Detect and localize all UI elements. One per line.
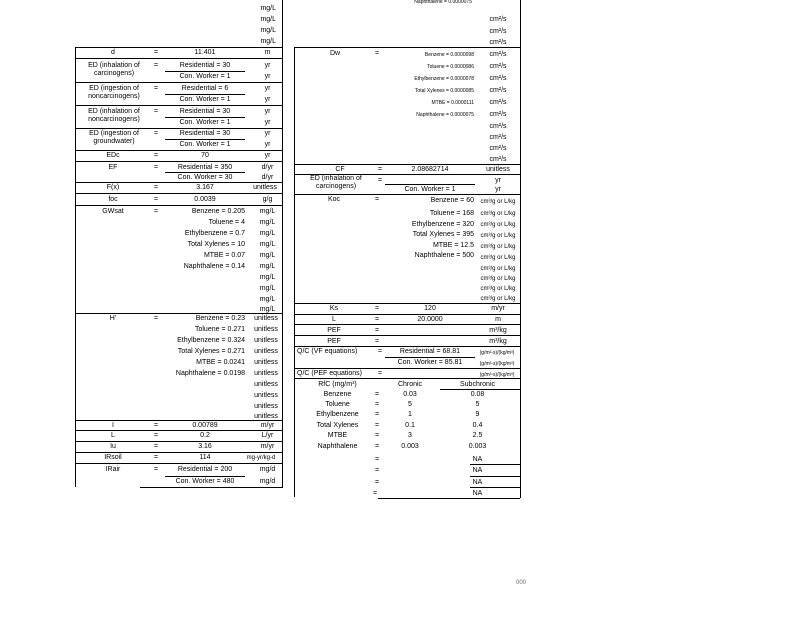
koc-row: MTBE = 12.5 (432, 242, 474, 249)
unit-cell: yr (264, 62, 271, 69)
unit-cell: yr (264, 130, 271, 137)
dw-row: MTBE = 0.0000111 (431, 100, 474, 106)
unit-cell: cm³/g or L/kg (480, 211, 516, 217)
unit-cell: g/g (262, 196, 273, 203)
rfc-name: Ethylbenzene (316, 411, 359, 418)
unit-cell: yr (495, 186, 501, 193)
rfc-name: Benzene (323, 391, 352, 398)
unit-cell: unitless (254, 359, 278, 366)
gw-row: Benzene = 0.205 (191, 208, 245, 215)
rfc-subchronic: 9 (475, 411, 480, 418)
unit-cell: yr (264, 96, 271, 103)
equals-sign: = (377, 177, 383, 184)
value-ks: 120 (424, 305, 436, 312)
unit-cell: yr (264, 73, 271, 80)
unit-cell: cm²/s (489, 39, 507, 46)
unit-cell: mg-yr/kg-d (246, 455, 276, 461)
equals-sign: = (153, 49, 159, 56)
henry-row: Naphthalene = 0.0198 (175, 370, 245, 377)
param-ed-cancer: EDc (106, 152, 120, 159)
unit-cell: unitless (254, 326, 278, 333)
unit-cell: cm³/g or L/kg (480, 266, 516, 272)
rfc-chronic: 3 (408, 432, 412, 439)
unit-cell: cm²/s (489, 16, 507, 23)
value-residential: Residential = 30 (179, 62, 231, 69)
unit-cell: m³/kg (489, 338, 507, 345)
unit-cell: cm³/g or L/kg (480, 244, 516, 250)
param-ir-air: IRair (105, 466, 121, 473)
param-l: L (332, 316, 336, 323)
param-ed-inhalation-noncarcinogens: ED (inhalation of noncarcinogens) (88, 108, 140, 123)
equals-sign: = (374, 401, 380, 408)
param-ir-soil: IRsoil (104, 454, 122, 461)
param-ed-inhalation-carcinogens: ED (inhalation of carcinogens) (310, 175, 362, 190)
unit-cell: m/yr (260, 422, 275, 429)
page-mark: 000 (516, 580, 527, 586)
value-con-worker: Con. Worker = 85.81 (397, 359, 463, 366)
unit-cell: cm³/g or L/kg (480, 222, 516, 228)
equals-sign: = (374, 479, 380, 486)
unit-cell: unitless (254, 413, 278, 420)
equals-sign: = (153, 164, 159, 171)
unit-cell: mg/L (259, 252, 276, 259)
equals-sign: = (153, 315, 159, 322)
value-residential: Residential = 30 (179, 130, 231, 137)
unit-cell: mg/L (259, 219, 276, 226)
unit-cell: mg/L (259, 274, 276, 281)
unit-cell: unitless (254, 381, 278, 388)
param-d: d (111, 49, 115, 56)
value-foc: 0.0039 (194, 196, 216, 203)
unit-cell: d/yr (261, 174, 274, 181)
equals-sign: = (374, 456, 380, 463)
unit-cell: unitless (254, 392, 278, 399)
unit-cell: mg/L (259, 263, 276, 270)
dw-row: Naphthalene = 0.0000075 (416, 112, 474, 118)
equals-sign: = (153, 62, 159, 69)
unit-cell: m (495, 316, 501, 323)
value-con-worker: Con. Worker = 30 (177, 174, 233, 181)
henry-row: Toluene = 0.271 (194, 326, 245, 333)
value-residential: Residential = 68.81 (399, 348, 461, 355)
rfc-subchronic: NA (472, 490, 483, 497)
value-con-worker: Con. Worker = 1 (179, 119, 231, 126)
unit-cell: d/yr (261, 164, 274, 171)
unit-cell: m/yr (260, 443, 275, 450)
henry-row: Benzene = 0.23 (195, 315, 245, 322)
equals-sign: = (377, 348, 383, 355)
koc-row: Ethylbenzene = 320 (411, 221, 474, 228)
unit-cell: cm³/g or L/kg (480, 199, 516, 205)
param-gwsat: GWsat (102, 208, 124, 215)
param-ed-ingestion-groundwater: ED (ingestion of groundwater) (89, 130, 139, 145)
unit-cell: cm²/s (489, 156, 507, 163)
rfc-subchronic: 2.5 (472, 432, 483, 439)
unit-cell: unitless (254, 403, 278, 410)
equals-sign: = (153, 432, 159, 439)
unit-cell: cm²/s (489, 111, 507, 118)
equals-sign: = (374, 316, 380, 323)
value-l: 0.2 (200, 432, 210, 439)
unit-cell: m/yr (491, 305, 505, 312)
value-con-worker: Con. Worker = 1 (179, 96, 231, 103)
unit-cell: unitless (254, 348, 278, 355)
value-ir-soil: 114 (199, 454, 211, 461)
unit-cell: yr (264, 108, 271, 115)
unit-cell: cm²/s (489, 28, 507, 35)
equals-sign: = (153, 130, 159, 137)
koc-row: Total Xylenes = 395 (412, 231, 474, 238)
gw-row: Total Xylenes = 10 (187, 241, 245, 248)
unit-cell: m³/kg (489, 327, 507, 334)
unit-cell: unitless (253, 184, 277, 191)
equals-sign: = (374, 196, 380, 203)
equals-sign: = (374, 391, 380, 398)
equals-sign: = (374, 422, 380, 429)
unit-cell: cm³/g or L/kg (480, 286, 516, 292)
equals-sign: = (377, 370, 383, 377)
rfc-subchronic: 0.4 (472, 422, 483, 429)
unit-cell: cm²/s (489, 63, 507, 70)
unit-cell: cm²/s (489, 134, 507, 141)
rfc-chronic: 1 (408, 411, 412, 418)
henry-row: MTBE = 0.0241 (196, 359, 245, 366)
unit-cell: (g/m²-s)/(kg/m³) (479, 372, 515, 378)
value-residential: Residential = 6 (181, 85, 229, 92)
dw-row: Naphthalene = 0.0000075 (414, 0, 472, 5)
param-pef: PEF (327, 327, 341, 334)
param-l: L (111, 432, 115, 439)
dw-row: Ethylbenzene = 0.0000078 (414, 76, 474, 82)
unit-cell: (g/m²-s)/(kg/m³) (479, 350, 515, 356)
param-fx: F(x) (106, 184, 120, 191)
equals-sign: = (153, 454, 159, 461)
equals-sign: = (153, 466, 159, 473)
equals-sign: = (153, 196, 159, 203)
dw-row: Toluene = 0.0000086 (427, 64, 474, 70)
unit-cell: mg/L (260, 38, 276, 45)
rfc-header-chronic: Chronic (397, 381, 423, 388)
rfc-subchronic: 0.08 (470, 391, 485, 398)
rfc-chronic: 0.003 (401, 443, 419, 450)
equals-sign: = (374, 50, 380, 57)
value-l: 20.0000 (417, 316, 443, 323)
koc-row: Benzene = 60 (430, 197, 474, 204)
rfc-header: RfC (mg/m³) (318, 381, 357, 388)
gw-row: MTBE = 0.07 (203, 252, 245, 259)
gw-row: Toluene = 4 (208, 219, 245, 226)
unit-cell: cm³/g or L/kg (480, 233, 516, 239)
unit-cell: (g/m²-s)/(kg/m³) (479, 361, 515, 367)
equals-sign: = (153, 184, 159, 191)
param-koc: Koc (327, 196, 341, 203)
unit-cell: cm²/s (489, 51, 507, 58)
rfc-header-subchronic: Subchronic (459, 381, 496, 388)
value-con-worker: Con. Worker = 480 (175, 478, 235, 485)
value-fx: 3.167 (196, 184, 214, 191)
unit-cell: cm³/g or L/kg (480, 296, 516, 302)
equals-sign: = (372, 490, 378, 497)
rfc-chronic: 5 (408, 401, 412, 408)
equals-sign: = (374, 432, 380, 439)
equals-sign: = (153, 422, 159, 429)
koc-row: Naphthalene = 500 (414, 252, 474, 259)
unit-cell: mg/L (259, 306, 276, 313)
value-ed-cancer: 70 (201, 152, 209, 159)
unit-cell: mg/d (259, 466, 276, 473)
unit-d: m (264, 49, 271, 56)
rfc-subchronic: NA (472, 467, 483, 474)
rfc-chronic: 0.1 (405, 422, 415, 429)
unit-cell: cm³/g or L/kg (480, 255, 516, 261)
param-qc-pef: Q/C (PEF equations) (297, 370, 362, 377)
unit-cell: mg/L (260, 16, 276, 23)
param-iu: Iu (110, 443, 116, 450)
dw-row: Benzene = 0.0000098 (424, 52, 474, 58)
rfc-subchronic: NA (472, 456, 483, 463)
equals-sign: = (374, 411, 380, 418)
param-ks: Ks (329, 305, 339, 312)
unit-cell: mg/L (259, 208, 276, 215)
unit-cell: yr (264, 119, 271, 126)
value-residential: Residential = 30 (179, 108, 231, 115)
equals-sign: = (374, 467, 380, 474)
equals-sign: = (153, 108, 159, 115)
unit-cell: mg/L (259, 296, 276, 303)
equals-sign: = (153, 152, 159, 159)
rfc-chronic: 0.03 (403, 391, 417, 398)
unit-cell: mg/L (260, 27, 276, 34)
equals-sign: = (153, 443, 159, 450)
unit-cell: yr (264, 141, 271, 148)
rfc-name: Total Xylenes (316, 422, 359, 429)
rfc-subchronic: 0.003 (468, 443, 487, 450)
equals-sign: = (153, 85, 159, 92)
rfc-name: Toluene (325, 401, 350, 408)
equals-sign: = (374, 305, 380, 312)
unit-cell: yr (264, 85, 271, 92)
dw-row: Total Xylenes = 0.0000085 (414, 88, 474, 94)
value-i: 0.00789 (192, 422, 218, 429)
rfc-name: MTBE (327, 432, 348, 439)
unit-cell: yr (264, 152, 271, 159)
equals-sign: = (377, 166, 383, 173)
param-ef: EF (108, 164, 118, 171)
param-ed-ingestion-noncarcinogens: ED (ingestion of noncarcinogens) (88, 85, 140, 100)
equals-sign: = (374, 327, 380, 334)
rfc-subchronic: NA (472, 479, 483, 486)
henry-row: Ethylbenzene = 0.324 (177, 337, 245, 344)
param-pef: PEF (327, 338, 341, 345)
value-con-worker: Con. Worker = 1 (179, 141, 231, 148)
value-cf: 2.08682714 (411, 166, 449, 173)
unit-cell: cm²/s (489, 99, 507, 106)
unit-cell: mg/d (259, 478, 276, 485)
henry-row: Total Xylenes = 0.271 (177, 348, 245, 355)
unit-cell: cm²/s (489, 75, 507, 82)
value-con-worker: Con. Worker = 1 (404, 186, 456, 193)
value-con-worker: Con. Worker = 1 (179, 73, 231, 80)
unit-cell: unitless (254, 337, 278, 344)
value-residential: Residential = 200 (177, 466, 233, 473)
gw-row: Naphthalene = 0.14 (183, 263, 245, 270)
rfc-name: Naphthalene (317, 443, 358, 450)
koc-row: Toluene = 168 (429, 210, 474, 217)
value-d: 11.401 (194, 49, 216, 56)
unit-cell: cm²/s (489, 145, 507, 152)
unit-cell: cm²/s (489, 123, 507, 130)
unit-cell: cm³/g or L/kg (480, 276, 516, 282)
unit-cell: unitless (486, 166, 510, 173)
unit-cell: yr (495, 177, 501, 184)
rfc-subchronic: 5 (475, 401, 480, 408)
equals-sign: = (153, 208, 159, 215)
value-iu: 3.16 (198, 443, 212, 450)
param-ed-inhalation-carcinogens: ED (inhalation of carcinogens) (88, 62, 140, 77)
param-i: I (112, 422, 114, 429)
param-cf: CF (335, 166, 345, 173)
param-foc: foc (108, 196, 118, 203)
equals-sign: = (374, 338, 380, 345)
unit-cell: unitless (254, 370, 278, 377)
unit-cell: unitless (254, 315, 278, 322)
unit-cell: mg/L (259, 241, 276, 248)
unit-cell: L/yr (261, 432, 274, 439)
param-dw: Dw (329, 50, 341, 57)
equals-sign: = (374, 443, 380, 450)
param-qc-vf: Q/C (VF equations) (297, 348, 358, 355)
gw-row: Ethylbenzene = 0.7 (184, 230, 245, 237)
unit-cell: mg/L (260, 5, 276, 12)
unit-cell: mg/L (259, 230, 276, 237)
unit-cell: cm²/s (489, 87, 507, 94)
param-henry: H' (109, 315, 117, 322)
value-residential: Residential = 350 (177, 164, 233, 171)
unit-cell: mg/L (259, 285, 276, 292)
